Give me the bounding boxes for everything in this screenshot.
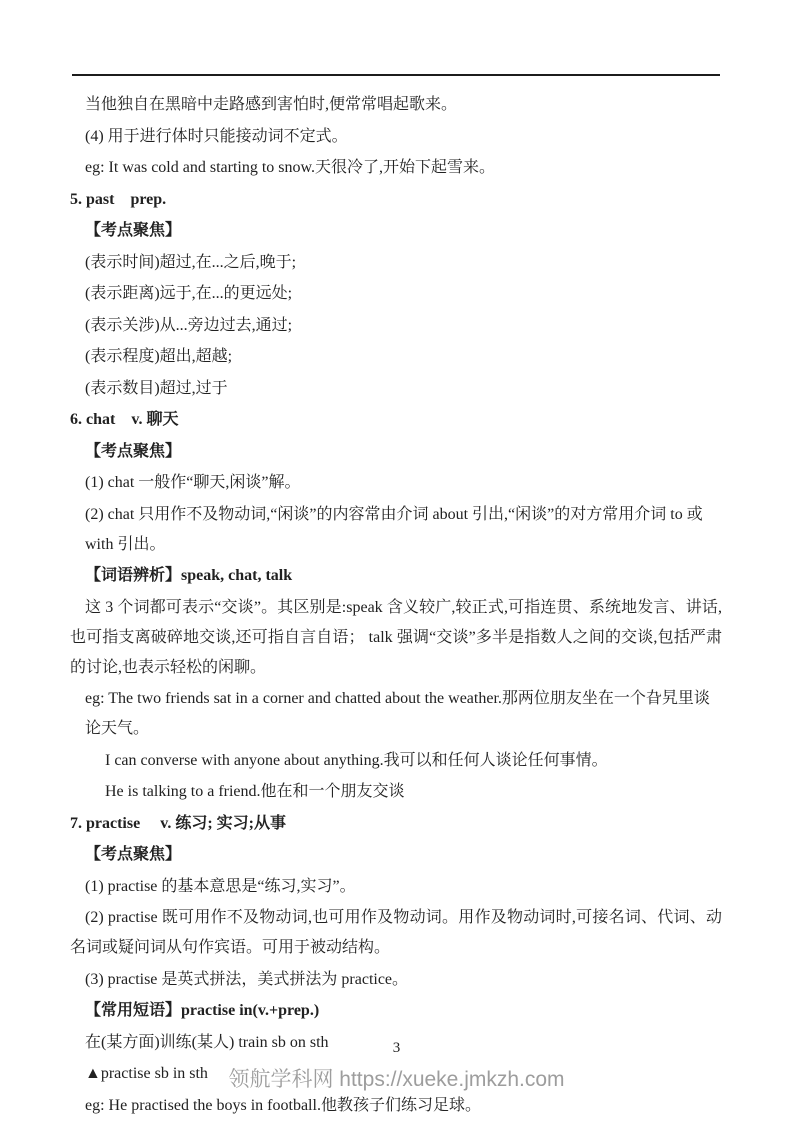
doc-line: (2) chat 只用作不及物动词,“闲谈”的内容常由介词 about 引出,“闲谈”的对方常用介词 to 或 with 引出。 bbox=[85, 505, 707, 553]
footer-watermark: 领航学科网 https://xueke.jmkzh.com bbox=[228, 1068, 565, 1091]
doc-line: 【常用短语】practise in(v.+prep.) bbox=[85, 1002, 320, 1019]
doc-line: 7. practise v. 练习; 实习;从事 bbox=[70, 814, 286, 832]
doc-line: (1) practise 的基本意思是“练习,实习”。 bbox=[85, 877, 356, 895]
doc-line: 5. past prep. bbox=[70, 190, 167, 208]
header-rule bbox=[72, 74, 720, 76]
doc-line: (表示程度)超出,超越; bbox=[85, 348, 233, 365]
doc-line: ▲practise sb in sth bbox=[85, 1065, 208, 1082]
doc-line: (4) 用于进行体时只能接动词不定式。 bbox=[85, 127, 348, 145]
doc-line: eg: He practised the boys in football.他教孩子们练习足球。 bbox=[85, 1096, 481, 1114]
doc-line: 在(某方面)训练(某人) train sb on sth bbox=[85, 1033, 329, 1051]
doc-line: 【考点聚焦】 bbox=[85, 846, 182, 863]
doc-line: (表示关涉)从...旁边过去,通过; bbox=[85, 316, 293, 334]
doc-line: 【词语辨析】speak, chat, talk bbox=[85, 567, 293, 584]
doc-line: (1) chat 一般作“聊天,闲谈”解。 bbox=[85, 474, 301, 491]
doc-line: 这 3 个词都可表示“交谈”。其区别是:speak 含义较广,较正式,可指连贯、系统地发言、讲话,也可指支离破碎地交谈,还可指自言自语； talk 强调“交谈”多半是指数人之间的交谈,包括严肃的讨论,也表示轻松的闲聊。 bbox=[70, 598, 722, 676]
doc-line: I can converse with anyone about anything.我可以和任何人谈论任何事情。 bbox=[105, 751, 608, 769]
doc-line: 当他独自在黑暗中走路感到害怕时,便常常唱起歌来。 bbox=[85, 96, 458, 113]
doc-line: He is talking to a friend.他在和一个朋友交谈 bbox=[105, 783, 405, 800]
doc-line: 6. chat v. 聊天 bbox=[70, 411, 179, 428]
doc-line: (2) practise 既可用作不及物动词,也可用作及物动词。用作及物动词时,可接名词、代词、动名词或疑问词从句作宾语。可用于被动结构。 bbox=[70, 909, 722, 956]
page-number: 3 bbox=[392, 1040, 401, 1056]
doc-line: (表示时间)超过,在...之后,晚于; bbox=[85, 253, 297, 271]
doc-line: eg: The two friends sat in a corner and chatted about the weather.那两位朋友坐在一个旮旯里谈论天气。 bbox=[85, 690, 710, 737]
doc-line: (3) practise 是英式拼法，美式拼法为 practice。 bbox=[85, 970, 409, 988]
document-content bbox=[70, 90, 722, 1122]
doc-line: (表示距离)远于,在...的更远处; bbox=[85, 285, 293, 302]
doc-line: 【考点聚焦】 bbox=[85, 442, 182, 460]
doc-line: 【考点聚焦】 bbox=[85, 222, 182, 239]
doc-line: (表示数目)超过,过于 bbox=[85, 379, 228, 397]
doc-line: eg: It was cold and starting to snow.天很冷了,开始下起雪来。 bbox=[85, 159, 496, 176]
